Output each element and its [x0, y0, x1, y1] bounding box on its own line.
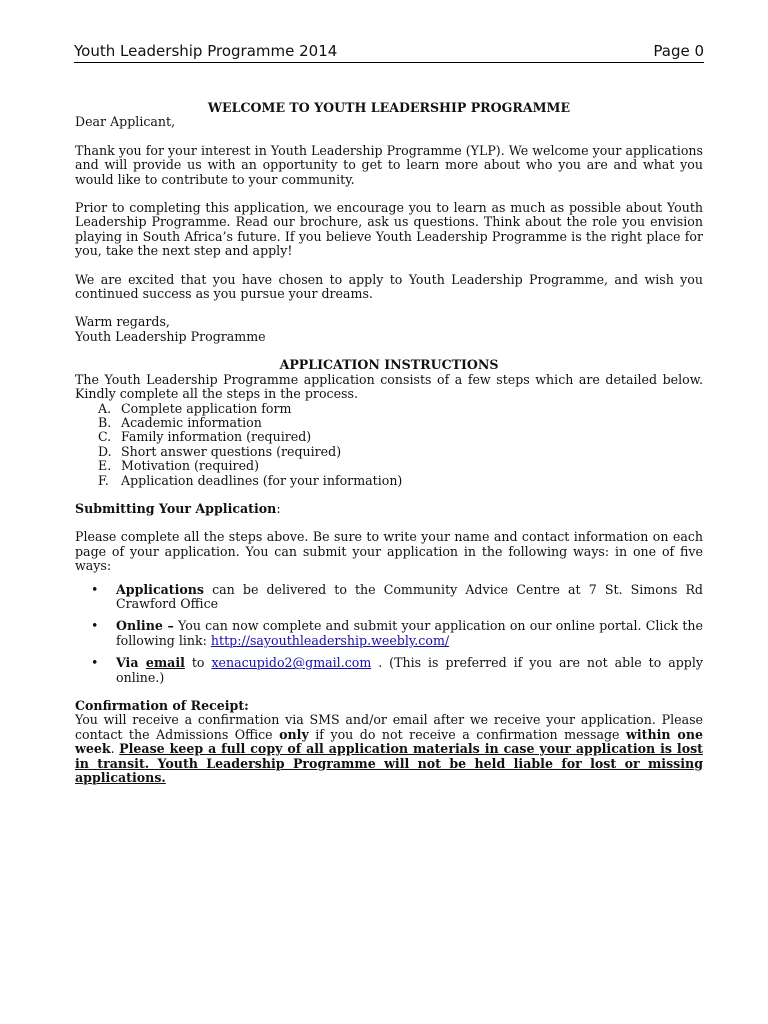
signature: Youth Leadership Programme — [75, 328, 266, 344]
instructions-intro: The Youth Leadership Programme application consists of a few steps which are detailed below. Kindly complete all the steps in the process. — [75, 371, 703, 402]
bullet-icon: • — [91, 618, 99, 634]
confirmation-heading: Confirmation of Receipt: — [75, 698, 249, 713]
document-body — [75, 101, 703, 785]
list-item: B. Academic information — [98, 414, 262, 430]
welcome-paragraph-3: We are excited that you have chosen to apply to Youth Leadership Programme, and wish you continued success as you pursue your dreams. — [75, 271, 703, 302]
bullet-icon: • — [91, 581, 99, 597]
list-item: D. Short answer questions (required) — [98, 443, 342, 459]
page-number: Page 0 — [653, 42, 704, 60]
email-link[interactable]: xenacupido2@gmail.com — [211, 655, 372, 671]
salutation: Dear Applicant, — [75, 114, 176, 130]
page-header — [74, 42, 704, 63]
list-item: • Applications can be delivered to the Community Advice Centre at 7 St. Simons Rd Crawford Office — [91, 581, 703, 611]
submitting-heading: Submitting Your Application: — [75, 500, 281, 516]
instructions-heading: APPLICATION INSTRUCTIONS — [279, 357, 499, 373]
welcome-heading: WELCOME TO YOUTH LEADERSHIP PROGRAMME — [207, 100, 571, 115]
welcome-paragraph-2: Prior to completing this application, we encourage you to learn as much as possible about Youth Leadership Programme. Read our brochure, ask us questions. Think about the role you envision playing in South Africa’s future. If you believe Youth Leadership Programme is the right place for you, take the next step and apply! — [75, 200, 703, 259]
list-item: C. Family information (required) — [98, 429, 312, 445]
list-item: E. Motivation (required) — [98, 458, 260, 474]
list-item: • Online – You can now complete and submit your application on our online portal. Click the following link: http://sayouthleadership.weebly.com/ — [91, 618, 703, 648]
submission-ways-list — [75, 583, 703, 685]
closing: Warm regards, — [75, 314, 170, 330]
header-title: Youth Leadership Programme 2014 — [74, 42, 338, 60]
portal-link[interactable]: http://sayouthleadership.weebly.com/ — [210, 632, 450, 648]
list-item: F. Application deadlines (for your information) — [98, 472, 403, 488]
steps-list — [75, 402, 703, 488]
bullet-icon: • — [91, 655, 99, 671]
list-item: • Via email to xenacupido2@gmail.com . (This is preferred if you are not able to apply online.) — [91, 655, 703, 685]
confirmation-paragraph: You will receive a confirmation via SMS and/or email after we receive your application. Please contact the Admissions Office only if you do not receive a confirmation message within one week. Please keep a full copy of all application materials in case your application is lost in transit. Youth Leadership Programme will not be held liable for lost or missing applications. — [75, 712, 704, 786]
submitting-intro: Please complete all the steps above. Be sure to write your name and contact information on each page of your application. You can submit your application in the following ways: in one of five ways: — [75, 529, 703, 574]
list-item: A. Complete application form — [98, 400, 292, 416]
welcome-paragraph-1: Thank you for your interest in Youth Leadership Programme (YLP). We welcome your applications and will provide us with an opportunity to get to learn more about who you are and what you would like to contribute to your community. — [75, 142, 703, 187]
